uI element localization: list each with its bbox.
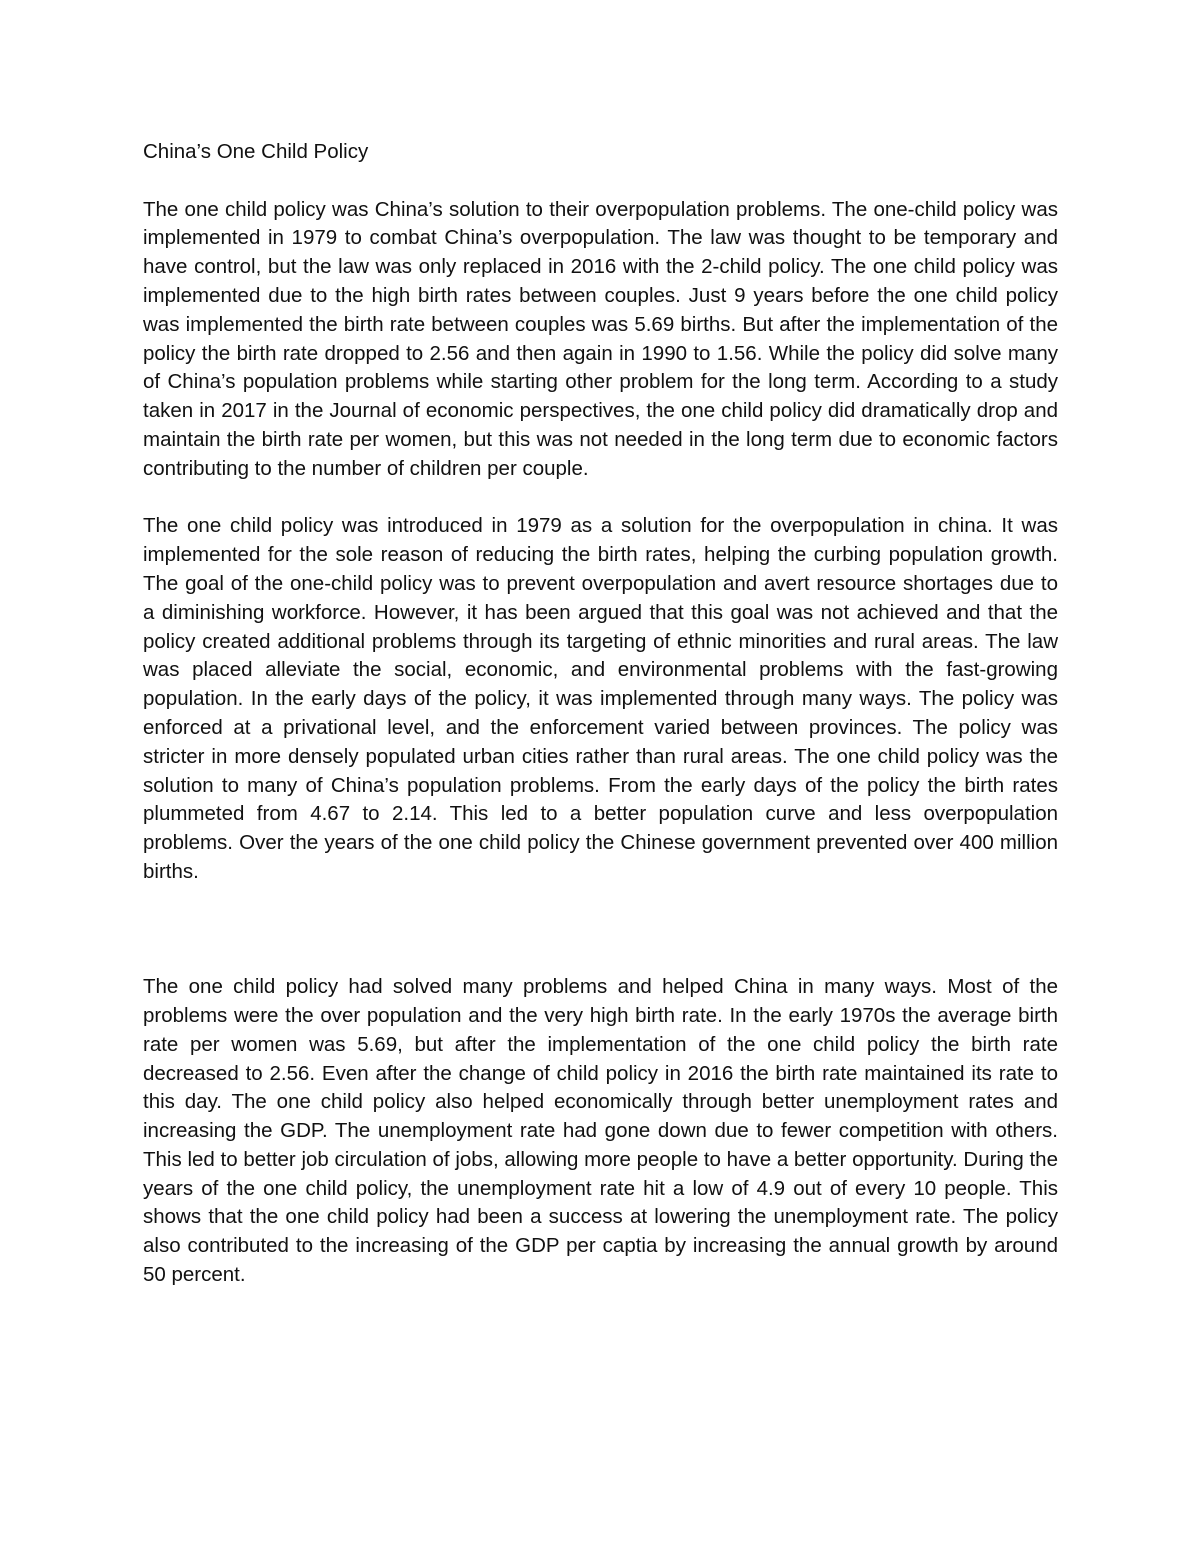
paragraph-3: The one child policy had solved many problems and helped China in many ways. Most of the problems were the over population and the very high birth rate. In the early 1970s the average birth rate per women was 5.69, but after the implementation of the one child policy the birth rate decreased to 2.56. Even after the change of child policy in 2016 the birth rate maintained its rate to this day. The one child policy also helped economically through better unemployment rates and increasing the GDP. The unemployment rate had gone down due to fewer competition with others. This led to better job circulation of jobs, allowing more people to have a better opportunity. During the years of the one child policy, the unemployment rate hit a low of 4.9 out of every 10 people. This shows that the one child policy had been a success at lowering the unemployment rate. The policy also contributed to the increasing of the GDP per captia by increasing the annual growth by around 50 percent.	[143, 975, 1058, 1287]
paragraph-1: The one child policy was China’s solution to their overpopulation problems. The one-child policy was implemented in 1979 to combat China’s overpopulation. The law was thought to be temporary and have control, but the law was only replaced in 2016 with the 2-child policy. The one child policy was implemented due to the high birth rates between couples. Just 9 years before the one child policy was implemented the birth rate between couples was 5.69 births. But after the implementation of the policy the birth rate dropped to 2.56 and then again in 1990 to 1.56. While the policy did solve many of China’s population problems while starting other problem for the long term. According to a study taken in 2017 in the Journal of economic perspectives, the one child policy did dramatically drop and maintain the birth rate per women, but this was not needed in the long term due to economic factors contributing to the number of children per couple.	[143, 197, 1058, 480]
paragraph-spacer	[143, 887, 1058, 973]
paragraph-spacer	[143, 484, 1058, 513]
paragraph-2: The one child policy was introduced in 1979 as a solution for the overpopulation in china. It was implemented for the sole reason of reducing the birth rates, helping the curbing population growth. The goal of the one-child policy was to prevent overpopulation and avert resource shortages due to a diminishing workforce. However, it has been argued that this goal was not achieved and that the policy created additional problems through its targeting of ethnic minorities and rural areas. The law was placed alleviate the social, economic, and environmental problems with the fast-growing population. In the early days of the policy, it was implemented through many ways. The policy was enforced at a privational level, and the enforcement varied between provinces. The policy was stricter in more densely populated urban cities rather than rural areas. The one child policy was the solution to many of China’s population problems. From the early days of the policy the birth rates plummeted from 4.67 to 2.14. This led to a better population curve and less overpopulation problems. Over the years of the one child policy the Chinese government prevented over 400 million births.	[143, 514, 1058, 883]
document-body	[143, 138, 1058, 1290]
document-title: China’s One Child Policy	[143, 140, 369, 163]
